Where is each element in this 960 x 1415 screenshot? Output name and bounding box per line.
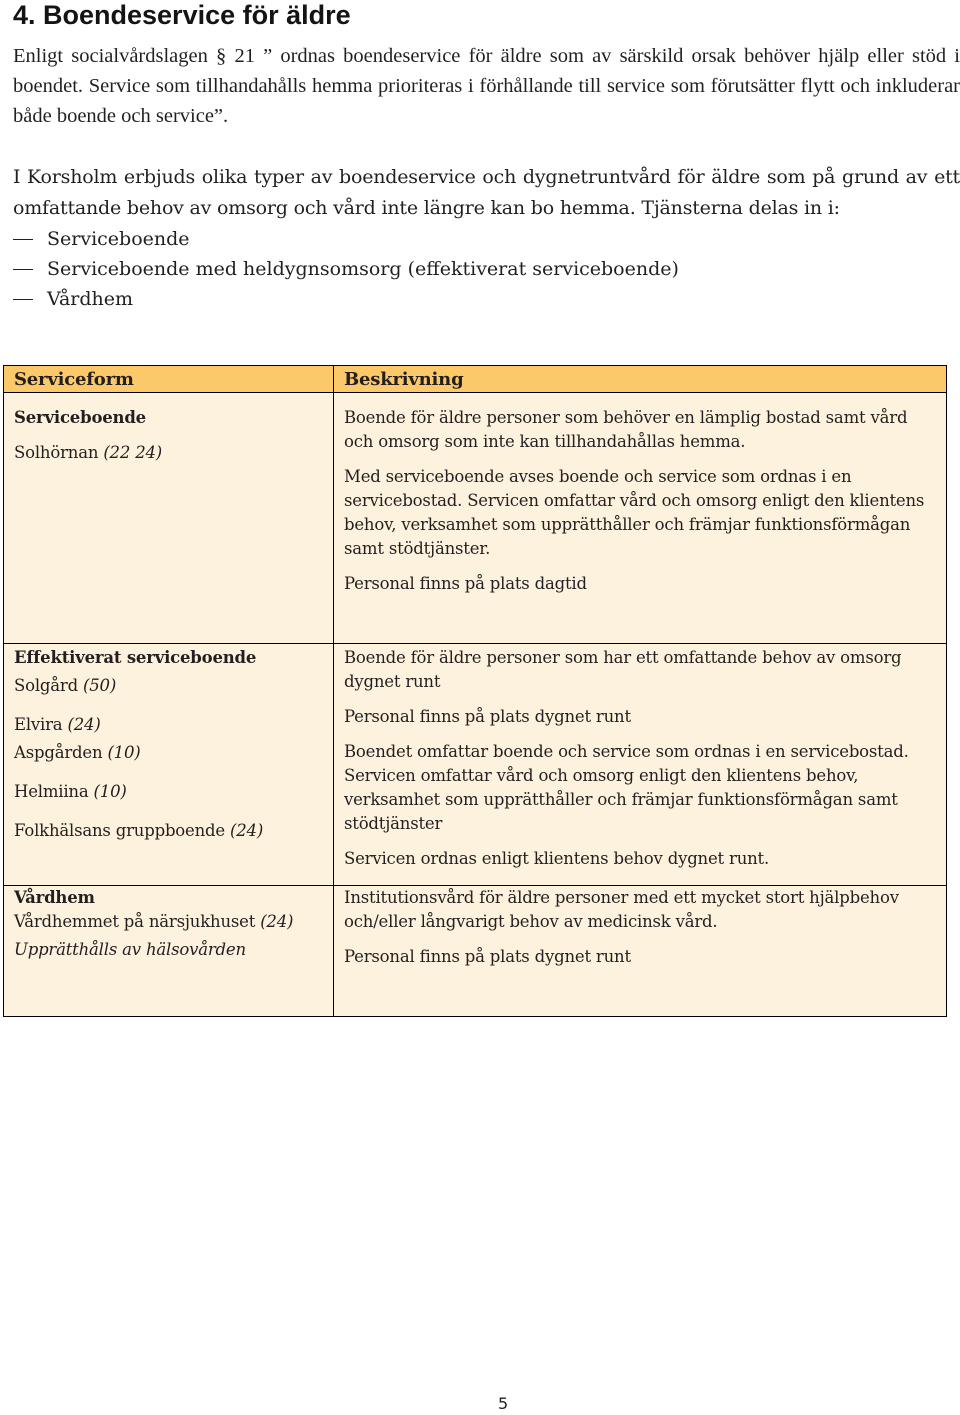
row-divider [4,643,946,644]
unit-item: Solgård (50) [14,676,117,695]
list-item: Serviceboende med heldygnsomsorg (effektiverat serviceboende) [13,254,679,284]
list-item: Serviceboende [13,224,679,254]
description-text: Boende för äldre personer som har ett omfattande behov av omsorg dygnet runt [344,648,902,691]
dash-bullet-icon [13,239,33,240]
page-number: 5 [498,1394,509,1413]
table-row-effektiverat-description [344,646,934,871]
table-row-serviceboende-description [344,406,934,596]
intro-paragraph: Enligt socialvårdslagen § 21 ” ordnas boendeservice för äldre som av särskild orsak behöver hjälp eller stöd i boendet. Service som tillhandahålls hemma prioriteras i förhållande till service som förutsätter flytt och inkluderar både boende och service”. [13,45,960,127]
unit-item: Vårdhemmet på närsjukhuset (24) [14,912,294,931]
unit-item: Elvira (24) [14,715,101,734]
table-row-serviceboende-form [14,406,326,465]
dash-bullet-icon [13,269,33,270]
description-text: Boende för äldre personer som behöver en lämplig bostad samt vård och omsorg som inte kan tillhandahållas hemma. [344,408,908,451]
table-row-vardhem-description [344,886,934,969]
description-text: Boendet omfattar boende och service som ordnas i en servicebostad. Servicen omfattar vård och omsorg enligt den klientens behov, verksamhet som upprätthåller och främjar funktionsförmågan samt stödtjänster [344,742,909,833]
description-text: Med serviceboende avses boende och service som ordnas i en servicebostad. Servicen omfattar vård och omsorg enligt den klientens behov, verksamhet som upprätthåller och främjar funktionsförmågan samt stödtjänster. [344,467,925,558]
services-paragraph: I Korsholm erbjuds olika typer av boendeservice och dygnetruntvård för äldre som på grund av ett omfattande behov av omsorg och vård inte längre kan bo hemma. Tjänsterna delas in i: [13,166,960,219]
unit-item: Folkhälsans gruppboende (24) [14,821,264,840]
list-item: Vårdhem [13,284,679,314]
description-text: Personal finns på plats dagtid [344,574,587,593]
description-text: Institutionsvård för äldre personer med ett mycket stort hjälpbehov och/eller långvarigt behov av medicinsk vård. [344,888,899,931]
row-title: Vårdhem [14,888,95,907]
table-row-vardhem-form [14,886,329,962]
row-title: Serviceboende [14,408,146,427]
column-divider [333,366,334,1016]
table-header-row [4,366,946,393]
description-text: Personal finns på plats dygnet runt [344,707,631,726]
service-table [3,365,947,1017]
row-note: Upprätthålls av hälsovården [14,940,246,959]
service-type-list [13,224,679,314]
unit-item: Helmiina (10) [14,782,127,801]
col-header-serviceform: Serviceform [14,369,134,390]
description-text: Personal finns på plats dygnet runt [344,947,631,966]
row-title: Effektiverat serviceboende [14,648,257,667]
section-heading: 4. Boendeservice för äldre [13,0,351,30]
unit-item: Solhörnan (22 24) [14,443,163,462]
description-text: Servicen ordnas enligt klientens behov dygnet runt. [344,849,770,868]
table-row-effektiverat-form [14,646,326,843]
dash-bullet-icon [13,299,33,300]
col-header-beskrivning: Beskrivning [344,369,464,390]
unit-item: Aspgården (10) [14,743,141,762]
